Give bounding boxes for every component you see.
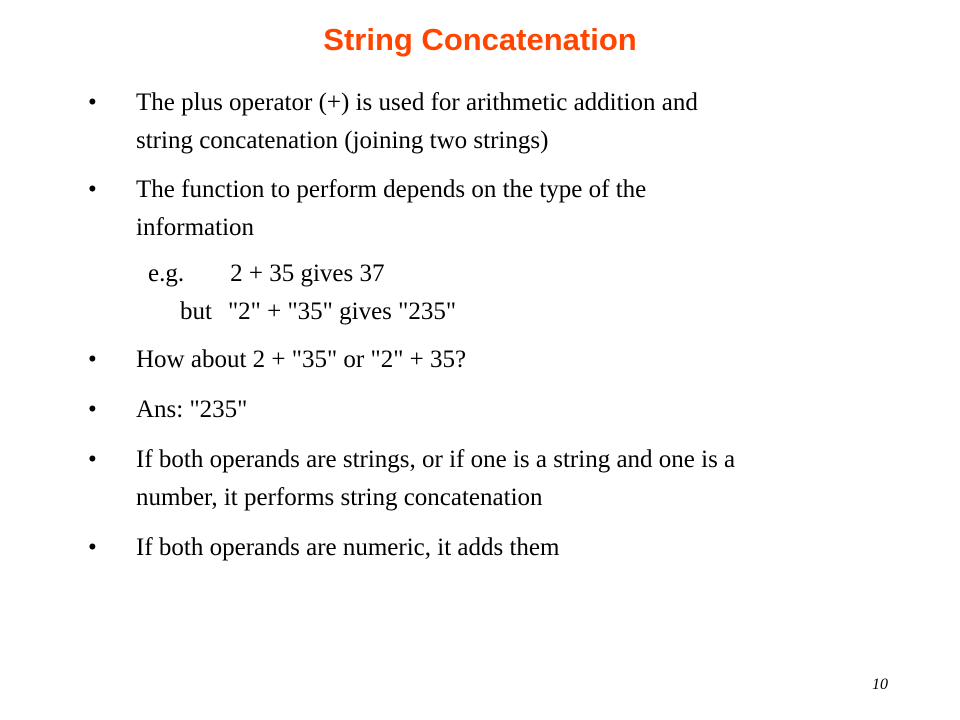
bullet-item [78,391,908,429]
page-number: 10 [872,676,888,693]
bullet-dot-icon: • [88,346,97,373]
bullet-text-line: information [136,214,255,241]
example-prefix: e.g. [148,260,185,287]
bullet-text-line: number, it performs string concatenation [136,484,543,511]
bullet-text-line: If both operands are numeric, it adds them [136,534,560,561]
example-line [78,255,908,293]
bullet-item [78,171,908,247]
bullet-dot-icon: • [88,396,97,423]
example-block [78,255,908,331]
example-connector: but [180,298,212,325]
bullet-text-line: The function to perform depends on the type of the [136,176,647,203]
bullet-item [78,341,908,379]
bullet-text-line: string concatenation (joining two strings) [136,127,549,154]
slide-content [78,84,908,567]
example-expression: "2" + "35" gives "235" [227,298,457,325]
example-line [78,293,908,331]
bullet-dot-icon: • [88,89,97,116]
bullet-item [78,441,908,517]
bullet-dot-icon: • [88,534,97,561]
example-expression: 2 + 35 gives 37 [230,260,385,287]
bullet-text-line: How about 2 + "35" or "2" + 35? [136,346,467,373]
bullet-dot-icon: • [88,446,97,473]
bullet-item [78,84,908,160]
bullet-dot-icon: • [88,176,97,203]
slide-title: String Concatenation [323,22,637,57]
bullet-item [78,529,908,567]
bullet-text-line: The plus operator (+) is used for arithmetic addition and [136,89,698,116]
bullet-text-line: Ans: "235" [136,396,248,423]
bullet-text-line: If both operands are strings, or if one is a string and one is a [136,446,736,473]
